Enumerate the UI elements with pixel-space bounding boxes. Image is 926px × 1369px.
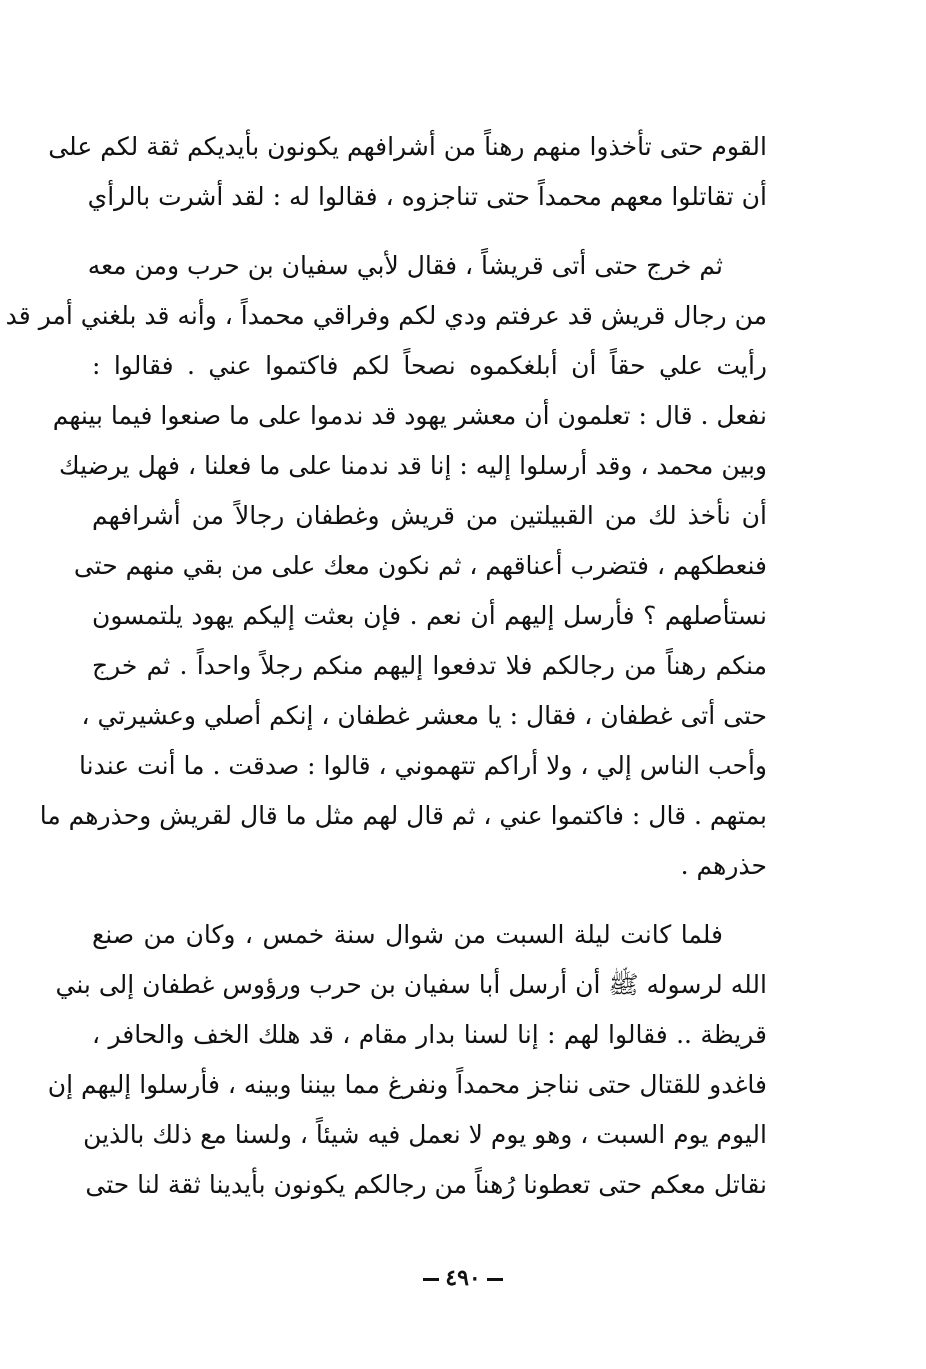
- text-line: ثم خرج حتى أتى قريشاً ، فقال لأبي سفيان بن حرب ومن معه: [87, 251, 723, 280]
- page-number: [404, 1258, 522, 1298]
- text-line: نستأصلهم ؟ فأرسل إليهم أن نعم . فإن بعثت إليكم يهود يلتمسون: [92, 601, 767, 630]
- text-line: أن تقاتلوا معهم محمداً حتى تناجزوه ، فقالوا له : لقد أشرت بالرأي: [87, 182, 767, 211]
- text-line: فاغدو للقتال حتى نناجز محمداً ونفرغ مما بيننا وبينه ، فأرسلوا إليهم إن: [47, 1070, 767, 1099]
- text-line: بمتهم . قال : فاكتموا عني ، ثم قال لهم مثل ما قال لقريش وحذرهم ما: [39, 801, 767, 830]
- text-line: حتى أتى غطفان ، فقال : يا معشر غطفان ، إنكم أصلي وعشيرتي ،: [81, 701, 767, 730]
- paragraph-1: [48, 122, 767, 222]
- text-line: رأيت علي حقاً أن أبلغكموه نصحاً لكم فاكتموا عني . فقالوا :: [92, 351, 767, 380]
- text-line: اليوم يوم السبت ، وهو يوم لا نعمل فيه شيئاً ، ولسنا مع ذلك بالذين: [83, 1120, 767, 1149]
- text-line: منكم رهناً من رجالكم فلا تدفعوا إليهم منكم رجلاً واحداً . ثم خرج: [92, 651, 767, 680]
- text-line: حذرهم .: [680, 851, 767, 880]
- text-line: الله لرسوله ﷺ أن أرسل أبا سفيان بن حرب ورؤوس غطفان إلى بني: [55, 970, 767, 999]
- paragraph-3: [47, 910, 767, 1210]
- text-line: نقاتل معكم حتى تعطونا رُهناً من رجالكم يكونون بأيدينا ثقة لنا حتى: [85, 1170, 767, 1199]
- page-number-text: ٤٩٠: [445, 1265, 481, 1291]
- text-line: وأحب الناس إلي ، ولا أراكم تتهموني ، قالوا : صدقت . ما أنت عندنا: [79, 751, 767, 780]
- dash-right: [423, 1278, 439, 1281]
- dash-left: [487, 1278, 503, 1281]
- text-line: فنعطكهم ، فتضرب أعناقهم ، ثم نكون معك على من بقي منهم حتى: [73, 551, 767, 580]
- text-line: من رجال قريش قد عرفتم ودي لكم وفراقي محمداً ، وأنه قد بلغني أمر قد: [5, 301, 767, 330]
- paragraph-2: [5, 241, 767, 891]
- text-line: أن نأخذ لك من القبيلتين من قريش وغطفان رجالاً من أشرافهم: [92, 501, 767, 530]
- text-line: وبين محمد ، وقد أرسلوا إليه : إنا قد ندمنا على ما فعلنا ، فهل يرضيك: [59, 451, 767, 480]
- text-line: نفعل . قال : تعلمون أن معشر يهود قد ندموا على ما صنعوا فيما بينهم: [52, 401, 767, 430]
- text-line: القوم حتى تأخذوا منهم رهناً من أشرافهم يكونون بأيديكم ثقة لكم على: [48, 132, 767, 161]
- text-line: قريظة .. فقالوا لهم : إنا لسنا بدار مقام ، قد هلك الخف والحافر ،: [92, 1020, 767, 1049]
- text-line: فلما كانت ليلة السبت من شوال سنة خمس ، وكان من صنع: [92, 920, 723, 949]
